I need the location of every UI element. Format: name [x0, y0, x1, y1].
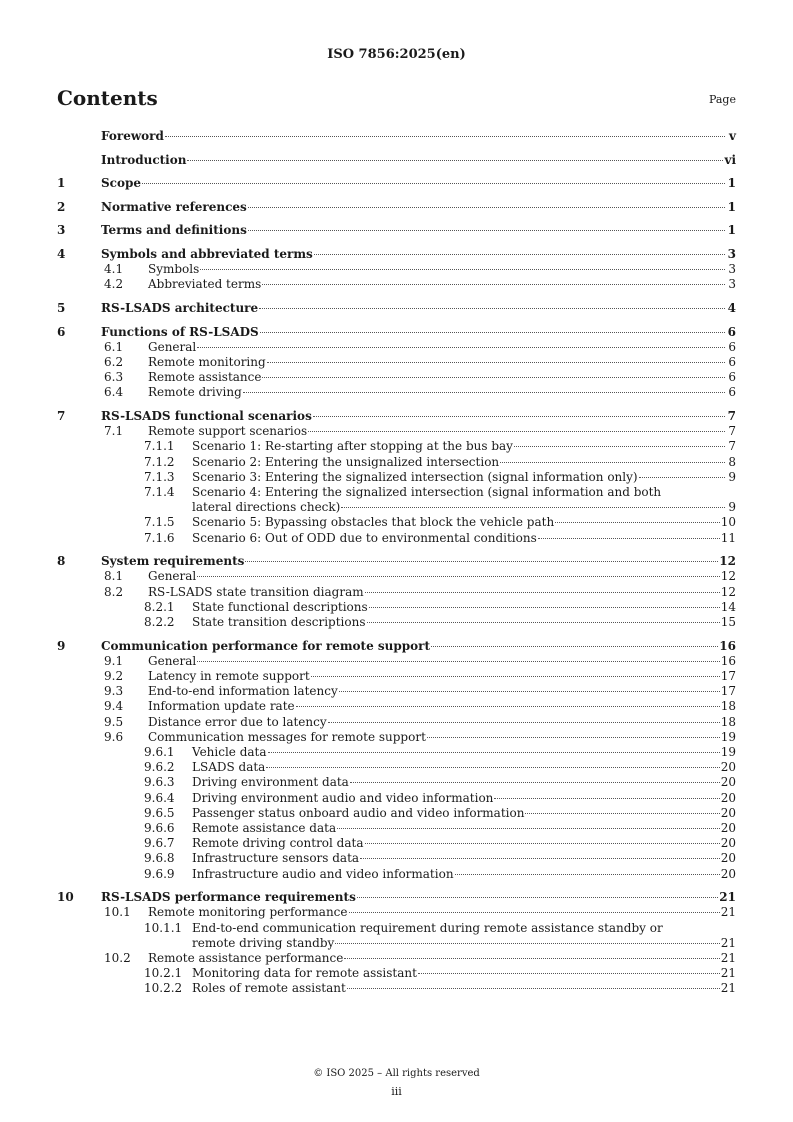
toc-entry-page: 4	[727, 300, 736, 315]
toc-entry-title: Driving environment audio and video information	[192, 790, 494, 805]
dot-leader	[313, 416, 725, 417]
toc-entry-title: Communication messages for remote support	[148, 729, 426, 744]
toc-entry-title: Remote monitoring	[148, 354, 266, 369]
toc-entry-title: Remote monitoring performance	[148, 905, 348, 920]
toc-entry-number: 9.6.9	[144, 866, 175, 881]
toc-entry-page: 20	[720, 821, 736, 836]
toc-entry-page: 21	[719, 890, 736, 905]
toc-entry-number: 7	[57, 408, 66, 423]
dot-leader	[260, 332, 725, 333]
toc-entry[interactable]	[57, 515, 736, 530]
toc-entry-page: 17	[720, 669, 736, 683]
toc-entry[interactable]	[57, 223, 736, 238]
toc-entry-title: General	[148, 339, 197, 354]
toc-entry-number: 7.1	[104, 424, 124, 439]
toc-entry-page: 3	[727, 246, 736, 261]
toc-entry-page: 10	[720, 515, 736, 530]
dot-leader	[268, 752, 720, 753]
toc-entry[interactable]	[57, 247, 736, 262]
toc-entry-page: 20	[720, 836, 736, 851]
toc-entry[interactable]	[57, 981, 736, 996]
toc-entry[interactable]	[57, 684, 736, 699]
toc-entry[interactable]	[57, 301, 736, 316]
dot-leader	[347, 988, 720, 989]
toc-entry-title: Symbols and abbreviated terms	[101, 246, 313, 261]
dot-leader	[367, 622, 720, 623]
toc-entry-page: 1	[727, 176, 736, 191]
dot-leader	[538, 538, 720, 539]
toc-entry-title: Roles of remote assistant	[192, 981, 346, 996]
toc-entry-number: 9.6.6	[144, 821, 175, 836]
dot-leader	[197, 347, 725, 348]
toc-entry[interactable]	[57, 554, 736, 569]
toc-entry-number: 10	[57, 890, 74, 905]
dot-leader	[555, 522, 720, 523]
dot-leader	[639, 477, 725, 478]
dot-leader	[350, 782, 720, 783]
toc-entry[interactable]	[57, 370, 736, 385]
toc-entry-title: Remote driving	[148, 385, 242, 400]
toc-entry-page: 12	[719, 554, 736, 569]
toc-entry-page: 16	[719, 638, 736, 653]
toc-entry-title-continued: remote driving standby	[192, 935, 335, 950]
dot-leader	[142, 183, 725, 184]
toc-entry-page: 15	[720, 615, 736, 629]
toc-entry-page: 6	[728, 354, 736, 369]
toc-entry-page: 20	[720, 790, 736, 805]
toc-entry-page: 20	[720, 866, 736, 881]
toc-entry-page: 17	[720, 684, 736, 699]
toc-entry[interactable]	[57, 325, 736, 340]
dot-leader	[360, 858, 720, 859]
dot-leader	[365, 592, 720, 593]
toc-entry-number: 6.2	[104, 354, 124, 369]
toc-entry[interactable]	[57, 615, 736, 630]
dot-leader	[337, 828, 720, 829]
toc-entry-number: 10.1	[104, 905, 131, 920]
toc-entry-number: 6	[57, 324, 66, 339]
table-of-contents	[57, 129, 736, 997]
dot-leader	[344, 958, 719, 959]
toc-entry-number: 10.2.1	[144, 966, 183, 981]
toc-entry-number: 9.6.3	[144, 775, 175, 790]
toc-entry-number: 6.4	[104, 385, 124, 400]
dot-leader	[427, 737, 720, 738]
toc-entry-title: RS-LSADS functional scenarios	[101, 408, 312, 423]
toc-entry-title: Passenger status onboard audio and video information	[192, 805, 525, 820]
toc-entry[interactable]	[57, 951, 736, 966]
toc-entry-page: 20	[720, 760, 736, 775]
dot-leader	[262, 377, 725, 378]
dot-leader	[494, 798, 719, 799]
dot-leader	[243, 392, 725, 393]
toc-entry-number: 8.1	[104, 569, 124, 584]
toc-entry-title: Remote driving control data	[192, 836, 364, 851]
toc-entry-page: 1	[727, 199, 736, 214]
toc-entry-number: 9.6.4	[144, 790, 175, 805]
toc-entry-title: Scenario 4: Entering the signalized intersection (signal information and both	[192, 484, 662, 499]
dot-leader	[187, 160, 723, 161]
toc-entry-title: Functions of RS-LSADS	[101, 324, 259, 339]
toc-entry-title: Scenario 2: Entering the unsignalized intersection	[192, 454, 500, 469]
toc-entry[interactable]	[57, 791, 736, 806]
toc-entry-title: Monitoring data for remote assistant	[192, 966, 417, 981]
toc-entry-number: 7.1.4	[144, 484, 175, 499]
toc-entry-number: 9.2	[104, 669, 124, 683]
toc-entry-title: Introduction	[101, 152, 187, 167]
toc-entry-page: 7	[728, 424, 736, 439]
toc-entry-page: 7	[728, 439, 736, 454]
toc-entry-number: 6.1	[104, 339, 124, 354]
toc-entry-page: 20	[720, 851, 736, 866]
toc-entry-title: State transition descriptions	[192, 615, 366, 629]
toc-entry-title: General	[148, 569, 197, 584]
toc-entry-title: Remote assistance data	[192, 821, 337, 836]
toc-entry-title: Terms and definitions	[101, 223, 247, 238]
toc-entry-title: Vehicle data	[192, 745, 267, 760]
toc-entry[interactable]	[57, 775, 736, 790]
toc-entry-title: Normative references	[101, 199, 247, 214]
page-column-label: Page	[708, 93, 736, 106]
toc-entry[interactable]	[57, 409, 736, 424]
toc-entry[interactable]	[57, 129, 736, 144]
toc-entry-title: Scenario 5: Bypassing obstacles that block the vehicle path	[192, 515, 555, 530]
toc-entry-page: vi	[724, 152, 736, 167]
toc-entry[interactable]	[57, 470, 736, 485]
toc-entry-title: Distance error due to latency	[148, 714, 327, 729]
toc-entry-page: 18	[720, 714, 736, 729]
dot-leader	[248, 207, 725, 208]
toc-entry[interactable]	[57, 600, 736, 615]
toc-entry-number: 3	[57, 223, 66, 238]
toc-entry-number: 9.3	[104, 684, 124, 699]
toc-entry[interactable]	[57, 569, 736, 584]
toc-entry-number: 2	[57, 199, 66, 214]
toc-entry-title: Scenario 6: Out of ODD due to environmental conditions	[192, 530, 537, 545]
toc-entry-page: 14	[720, 599, 736, 614]
toc-entry[interactable]	[57, 200, 736, 215]
toc-entry-page: v	[729, 129, 736, 143]
toc-entry-number: 8.2.1	[144, 599, 175, 614]
dot-leader	[369, 607, 720, 608]
toc-entry-page: 6	[728, 339, 736, 354]
toc-entry[interactable]	[57, 921, 736, 951]
copyright-notice: © ISO 2025 – All rights reserved	[313, 1068, 480, 1079]
dot-leader	[197, 576, 719, 577]
toc-entry-page: 11	[720, 530, 736, 545]
toc-entry[interactable]	[57, 730, 736, 745]
toc-entry[interactable]	[57, 806, 736, 821]
toc-entry-page: 20	[720, 775, 736, 790]
toc-entry[interactable]	[57, 340, 736, 355]
dot-leader	[335, 943, 719, 944]
toc-entry-title: Infrastructure audio and video information	[192, 866, 454, 881]
toc-entry-title: RS-LSADS architecture	[101, 300, 259, 315]
dot-leader	[357, 897, 718, 898]
toc-entry-page: 21	[720, 981, 736, 996]
toc-entry-title: State functional descriptions	[192, 599, 368, 614]
toc-entry-number: 9.1	[104, 653, 124, 668]
toc-entry[interactable]	[57, 851, 736, 866]
toc-entry-number: 4.1	[104, 262, 124, 277]
dot-leader	[500, 462, 725, 463]
toc-entry-number: 8.2	[104, 584, 124, 599]
toc-entry[interactable]	[57, 455, 736, 470]
toc-entry[interactable]	[57, 176, 736, 191]
toc-entry-number: 4.2	[104, 277, 124, 292]
toc-entry-page: 21	[720, 966, 736, 981]
toc-entry-number: 10.1.1	[144, 920, 183, 935]
toc-entry-number: 7.1.6	[144, 530, 175, 545]
dot-leader	[308, 431, 725, 432]
toc-entry-title: Remote assistance performance	[148, 951, 344, 966]
dot-leader	[339, 691, 720, 692]
dot-leader	[328, 722, 720, 723]
toc-entry-title-continued: lateral directions check)	[192, 500, 341, 515]
dot-leader	[431, 646, 718, 647]
toc-entry-page: 12	[720, 569, 736, 584]
dot-leader	[525, 813, 719, 814]
toc-entry-number: 9.6	[104, 729, 124, 744]
toc-entry-title: General	[148, 653, 197, 668]
toc-entry-page: 20	[720, 805, 736, 820]
dot-leader	[200, 269, 725, 270]
toc-entry-page: 12	[720, 584, 736, 599]
toc-entry-number: 7.1.5	[144, 515, 175, 530]
toc-entry-page: 3	[728, 262, 736, 277]
toc-entry-page: 16	[720, 653, 736, 668]
toc-entry[interactable]	[57, 424, 736, 439]
toc-entry-title: Abbreviated terms	[148, 277, 262, 292]
dot-leader	[165, 136, 725, 137]
toc-entry-number: 7.1.2	[144, 454, 175, 469]
toc-entry-number: 6.3	[104, 370, 124, 385]
toc-entry-number: 9.4	[104, 699, 124, 714]
dot-leader	[455, 874, 720, 875]
toc-entry[interactable]	[57, 760, 736, 775]
dot-leader	[514, 446, 725, 447]
toc-entry[interactable]	[57, 745, 736, 760]
toc-entry[interactable]	[57, 585, 736, 600]
toc-entry-title: Foreword	[101, 129, 164, 143]
toc-entry-number: 9	[57, 638, 66, 653]
dot-leader	[266, 767, 719, 768]
toc-entry[interactable]	[57, 485, 736, 515]
toc-entry-number: 7.1.1	[144, 439, 175, 454]
toc-entry[interactable]	[57, 439, 736, 454]
toc-entry-number: 5	[57, 300, 66, 315]
toc-entry[interactable]	[57, 836, 736, 851]
toc-entry-title: Scenario 3: Entering the signalized intersection (signal information only)	[192, 469, 638, 484]
toc-entry-page: 6	[728, 370, 736, 385]
toc-entry-page: 19	[720, 729, 736, 744]
toc-entry[interactable]	[57, 654, 736, 669]
toc-entry[interactable]	[57, 867, 736, 882]
toc-entry-number: 9.6.5	[144, 805, 175, 820]
toc-entry[interactable]	[57, 262, 736, 277]
dot-leader	[418, 973, 720, 974]
toc-entry-title: End-to-end communication requirement during remote assistance standby or	[192, 920, 663, 935]
toc-entry-page: 7	[727, 408, 736, 423]
toc-entry-title: Infrastructure sensors data	[192, 851, 360, 866]
toc-entry-page: 1	[727, 223, 736, 238]
dot-leader	[365, 843, 720, 844]
toc-entry[interactable]	[57, 966, 736, 981]
dot-leader	[296, 706, 720, 707]
toc-entry-page: 6	[728, 385, 736, 400]
dot-leader	[262, 284, 725, 285]
toc-entry-page: 21	[720, 951, 736, 966]
toc-entry-page: 8	[728, 454, 736, 469]
toc-entry-page: 6	[727, 324, 736, 339]
toc-entry-number: 10.2	[104, 951, 131, 966]
dot-leader	[259, 308, 725, 309]
toc-entry[interactable]	[57, 277, 736, 292]
page-title: Contents	[57, 86, 158, 110]
toc-entry[interactable]	[57, 355, 736, 370]
toc-entry-number: 9.6.7	[144, 836, 175, 851]
dot-leader	[314, 254, 725, 255]
toc-entry[interactable]	[57, 715, 736, 730]
toc-entry[interactable]	[57, 639, 736, 654]
dot-leader	[245, 561, 718, 562]
toc-entry-title: Remote support scenarios	[148, 424, 308, 439]
toc-entry-number: 8.2.2	[144, 615, 175, 629]
toc-entry[interactable]	[57, 890, 736, 905]
toc-entry[interactable]	[57, 531, 736, 546]
toc-entry-title: End-to-end information latency	[148, 684, 338, 699]
dot-leader	[311, 676, 720, 677]
toc-entry[interactable]	[57, 821, 736, 836]
toc-entry-title: RS-LSADS state transition diagram	[148, 584, 364, 599]
toc-entry-title: Scenario 1: Re-starting after stopping at the bus bay	[192, 439, 513, 454]
toc-entry-number: 7.1.3	[144, 469, 175, 484]
toc-entry-page: 9	[728, 500, 736, 515]
dot-leader	[341, 507, 725, 508]
toc-entry-title: Communication performance for remote support	[101, 638, 431, 653]
toc-entry[interactable]	[57, 699, 736, 714]
toc-entry[interactable]	[57, 669, 736, 684]
dot-leader	[197, 661, 719, 662]
toc-entry-page: 9	[728, 469, 736, 484]
toc-entry-page: 18	[720, 699, 736, 714]
page-number: iii	[391, 1085, 402, 1098]
toc-entry-title: Scope	[101, 176, 142, 191]
toc-entry-number: 1	[57, 176, 66, 191]
toc-entry-number: 8	[57, 554, 66, 569]
toc-entry-page: 21	[720, 935, 736, 950]
toc-entry-title: RS-LSADS performance requirements	[101, 890, 356, 905]
toc-entry-number: 10.2.2	[144, 981, 183, 996]
document-id: ISO 7856:2025(en)	[327, 47, 466, 62]
dot-leader	[349, 912, 720, 913]
toc-entry-page: 21	[720, 905, 736, 920]
toc-entry[interactable]	[57, 153, 736, 168]
dot-leader	[248, 230, 725, 231]
toc-entry-number: 9.6.2	[144, 760, 175, 775]
toc-entry-title: System requirements	[101, 554, 245, 569]
toc-entry-number: 4	[57, 246, 66, 261]
toc-entry-page: 3	[728, 277, 736, 292]
toc-entry-title: Information update rate	[148, 699, 295, 714]
toc-entry-number: 9.6.1	[144, 745, 175, 760]
toc-entry-title: Remote assistance	[148, 370, 262, 385]
toc-entry-number: 9.5	[104, 714, 124, 729]
toc-entry-page: 19	[720, 745, 736, 760]
toc-entry-title: Symbols	[148, 262, 200, 277]
dot-leader	[267, 362, 725, 363]
toc-entry[interactable]	[57, 385, 736, 400]
toc-entry[interactable]	[57, 905, 736, 920]
toc-entry-number: 9.6.8	[144, 851, 175, 866]
toc-entry-title: Latency in remote support	[148, 669, 310, 683]
toc-entry-title: Driving environment data	[192, 775, 349, 790]
toc-entry-title: LSADS data	[192, 760, 266, 775]
